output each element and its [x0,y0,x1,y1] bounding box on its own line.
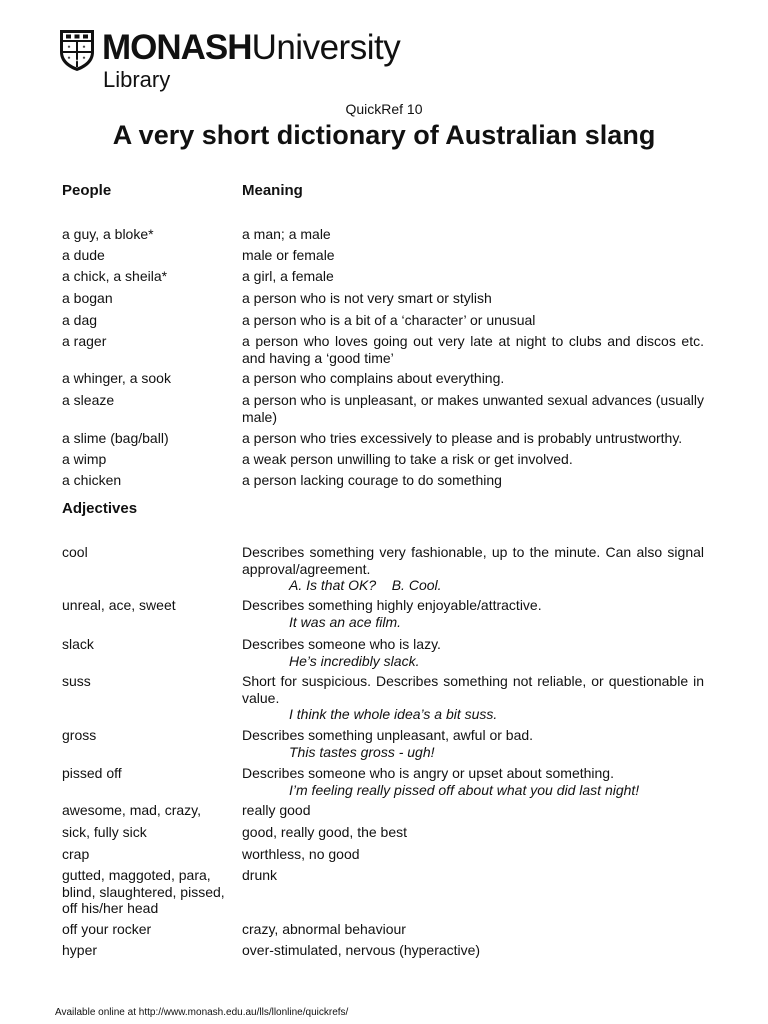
brand-name-rest: University [251,28,401,67]
meaning-text: a weak person unwilling to take a risk or get involved. [242,451,573,467]
slang-term: sick, fully sick [62,824,147,840]
slang-term: hyper [62,942,98,958]
meaning-text: Short for suspicious. Describes something not reliable, or questionable in value. [242,673,704,706]
slang-meaning [242,597,704,630]
slang-term: a whinger, a sook [62,370,171,386]
monash-crest-icon [58,28,96,72]
meaning-text: Describes something unpleasant, awful or bad. [242,727,534,743]
slang-meaning [242,942,704,959]
slang-meaning [242,636,704,669]
slang-term: a dag [62,312,98,328]
slang-term: pissed off [62,765,122,781]
footer-url: Available online at http://www.monash.edu.au/lls/llonline/quickrefs/ [55,1007,349,1018]
meaning-text: drunk [242,867,278,883]
meaning-text: a person who is a bit of a ‘character’ or unusual [242,312,536,328]
slang-term: cool [62,544,88,560]
example-sentence: He’s incredibly slack. [289,652,420,669]
slang-meaning [242,802,704,819]
slang-meaning [242,290,704,307]
meaning-text: a person lacking courage to do something [242,472,502,488]
slang-meaning [242,673,704,723]
slang-meaning [242,867,704,884]
slang-meaning [242,333,704,366]
slang-term: a dude [62,247,105,263]
meaning-text: Describes something highly enjoyable/attractive. [242,597,542,613]
column-header-meaning: Meaning [242,182,303,199]
section-heading-adjectives: Adjectives [62,500,138,517]
slang-term: gross [62,727,97,743]
slang-meaning [242,765,704,798]
meaning-text: worthless, no good [242,846,360,862]
slang-meaning [242,312,704,329]
slang-term: awesome, mad, crazy, [62,802,202,818]
slang-term: unreal, ace, sweet [62,597,176,613]
meaning-text: Describes someone who is angry or upset about something. [242,765,614,781]
meaning-text: a man; a male [242,226,331,242]
example-sentence: I’m feeling really pissed off about what you did last night! [289,781,640,798]
slang-term: a wimp [62,451,107,467]
brand-sub: Library [103,67,171,92]
slang-meaning [242,451,704,468]
brand-name-bold: MONASH [102,28,252,67]
slang-term: a chicken [62,472,122,488]
meaning-text: male or female [242,247,335,263]
meaning-text: Describes something very fashionable, up to the minute. Can also signal approval/agreement. [242,544,704,577]
slang-meaning [242,430,704,447]
slang-meaning [242,226,704,243]
meaning-text: really good [242,802,311,818]
meaning-text: good, really good, the best [242,824,408,840]
slang-meaning [242,370,704,387]
slang-term: a bogan [62,290,113,306]
slang-term: slack [62,636,94,652]
example-sentence: A. Is that OK? B. Cool. [289,577,442,593]
meaning-text: Describes someone who is lazy. [242,636,441,652]
meaning-text: a girl, a female [242,268,334,284]
slang-meaning [242,921,704,938]
brand-name [102,28,400,68]
meaning-text: a person who is unpleasant, or makes unwanted sexual advances (usually male) [242,392,704,425]
example-sentence: I think the whole idea’s a bit suss. [289,706,498,722]
slang-meaning [242,247,704,264]
meaning-text: crazy, abnormal behaviour [242,921,406,937]
slang-meaning [242,472,704,489]
slang-term: a rager [62,333,107,349]
slang-term: a chick, a sheila* [62,268,168,284]
page-title: A very short dictionary of Australian slang [112,120,656,150]
slang-term: a guy, a bloke* [62,226,154,242]
slang-term: off your rocker [62,921,152,937]
meaning-text: a person who loves going out very late at night to clubs and discos etc. and having a ‘good time’ [242,333,704,366]
meaning-text: a person who is not very smart or stylish [242,290,492,306]
slang-meaning [242,268,704,285]
slang-term: crap [62,846,90,862]
meaning-text: a person who complains about everything. [242,370,505,386]
slang-meaning [242,824,704,841]
slang-meaning [242,544,704,594]
slang-meaning [242,392,704,425]
example-sentence: This tastes gross - ugh! [289,743,435,760]
slang-meaning [242,727,704,760]
meaning-text: a person who tries excessively to please and is probably untrustworthy. [242,430,683,446]
slang-term: a sleaze [62,392,115,408]
slang-term: suss [62,673,91,689]
example-sentence: It was an ace film. [289,613,402,630]
slang-term: gutted, maggoted, para, blind, slaughtered, pissed, off his/her head [62,867,225,916]
slang-term: a slime (bag/ball) [62,430,169,446]
column-header-people: People [62,182,112,199]
quickref-label: QuickRef 10 [345,101,423,117]
slang-meaning [242,846,704,863]
meaning-text: over-stimulated, nervous (hyperactive) [242,942,481,958]
